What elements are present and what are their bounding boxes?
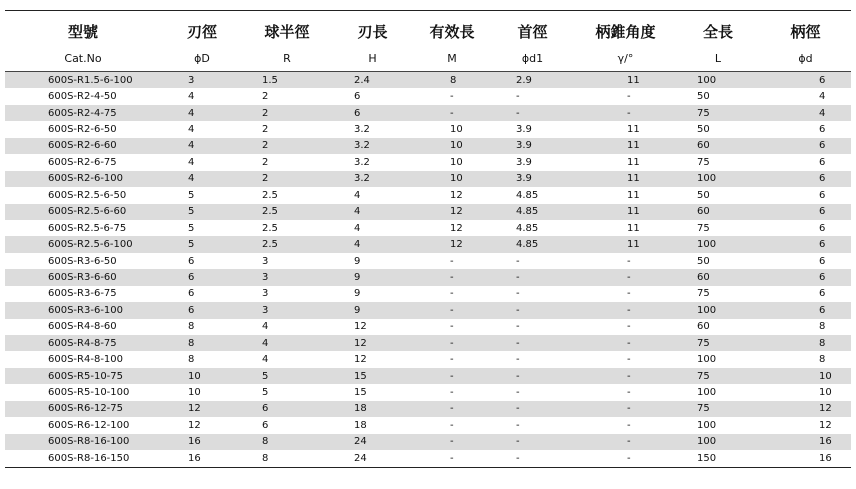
cell-cat-no: 600S-R3-6-75 <box>48 288 117 300</box>
cell-effective-length: 10 <box>450 173 463 185</box>
cell-effective-length: 10 <box>450 124 463 136</box>
cell-shank-taper-angle: 11 <box>627 173 640 185</box>
cell-cat-no: 600S-R2.5-6-75 <box>48 222 127 234</box>
cell-overall-length: 50 <box>697 124 710 136</box>
header-effective-length-zh: 有效長 <box>429 22 475 41</box>
cell-shank-diameter: 6 <box>819 239 826 251</box>
header-shank-taper-angle-zh: 柄錐角度 <box>595 22 656 41</box>
cell-blade-length: 3.2 <box>354 124 370 136</box>
cell-blade-diameter: 8 <box>188 337 195 349</box>
spec-table <box>5 8 851 468</box>
cell-shank-taper-angle: - <box>627 255 631 267</box>
table-row <box>5 401 851 417</box>
cell-ball-radius: 4 <box>262 337 269 349</box>
table-row <box>5 450 851 466</box>
cell-blade-length: 4 <box>354 189 361 201</box>
cell-ball-radius: 3 <box>262 271 269 283</box>
table-row <box>5 72 851 88</box>
header-shank-diameter-en: ϕd <box>798 51 813 65</box>
header-cat-no-zh: 型號 <box>67 22 98 41</box>
cell-overall-length: 75 <box>697 403 710 415</box>
cell-ball-radius: 2 <box>262 140 269 152</box>
cell-blade-length: 3.2 <box>354 140 370 152</box>
cell-ball-radius: 6 <box>262 419 269 431</box>
cell-effective-length: - <box>450 321 454 333</box>
cell-blade-diameter: 8 <box>188 354 195 366</box>
cell-neck-diameter: 4.85 <box>516 189 539 201</box>
cell-shank-taper-angle: - <box>627 321 631 333</box>
cell-overall-length: 100 <box>697 304 717 316</box>
cell-blade-length: 3.2 <box>354 173 370 185</box>
cell-blade-diameter: 4 <box>188 156 195 168</box>
table-row <box>5 319 851 335</box>
table-row <box>5 302 851 318</box>
cell-neck-diameter: - <box>516 288 520 300</box>
cell-blade-diameter: 12 <box>188 403 201 415</box>
cell-ball-radius: 2.5 <box>262 189 278 201</box>
header-effective-length-en: M <box>447 51 457 65</box>
cell-neck-diameter: - <box>516 271 520 283</box>
cell-cat-no: 600S-R2.5-6-100 <box>48 239 133 251</box>
cell-blade-length: 18 <box>354 403 367 415</box>
cell-ball-radius: 6 <box>262 403 269 415</box>
cell-effective-length: 12 <box>450 189 463 201</box>
cell-effective-length: - <box>450 452 454 464</box>
cell-blade-length: 9 <box>354 304 361 316</box>
table-row <box>5 434 851 450</box>
cell-blade-diameter: 4 <box>188 107 195 119</box>
cell-ball-radius: 5 <box>262 370 269 382</box>
cell-neck-diameter: - <box>516 321 520 333</box>
cell-blade-length: 24 <box>354 452 367 464</box>
table-row <box>5 171 851 187</box>
cell-effective-length: - <box>450 107 454 119</box>
table-row <box>5 253 851 269</box>
cell-neck-diameter: 3.9 <box>516 124 532 136</box>
cell-ball-radius: 2 <box>262 124 269 136</box>
cell-shank-taper-angle: - <box>627 370 631 382</box>
cell-cat-no: 600S-R1.5-6-100 <box>48 74 133 86</box>
cell-blade-diameter: 16 <box>188 452 201 464</box>
cell-shank-diameter: 10 <box>819 370 832 382</box>
cell-blade-diameter: 4 <box>188 124 195 136</box>
cell-overall-length: 60 <box>697 140 710 152</box>
cell-effective-length: - <box>450 370 454 382</box>
cell-shank-taper-angle: - <box>627 419 631 431</box>
cell-shank-diameter: 6 <box>819 189 826 201</box>
cell-cat-no: 600S-R4-8-100 <box>48 354 124 366</box>
cell-shank-taper-angle: - <box>627 354 631 366</box>
table-row <box>5 417 851 433</box>
cell-ball-radius: 3 <box>262 288 269 300</box>
cell-blade-length: 4 <box>354 222 361 234</box>
table-row <box>5 154 851 170</box>
cell-neck-diameter: - <box>516 403 520 415</box>
cell-shank-taper-angle: - <box>627 271 631 283</box>
cell-neck-diameter: - <box>516 337 520 349</box>
cell-shank-taper-angle: 11 <box>627 206 640 218</box>
cell-overall-length: 75 <box>697 222 710 234</box>
cell-ball-radius: 2.5 <box>262 206 278 218</box>
table-row <box>5 88 851 104</box>
cell-shank-diameter: 12 <box>819 419 832 431</box>
cell-shank-diameter: 4 <box>819 91 826 103</box>
header-blade-diameter-zh: 刃徑 <box>186 22 217 41</box>
cell-ball-radius: 1.5 <box>262 74 278 86</box>
header-row-chinese <box>5 11 851 45</box>
cell-blade-diameter: 6 <box>188 255 195 267</box>
table-row <box>5 335 851 351</box>
cell-shank-taper-angle: - <box>627 436 631 448</box>
cell-effective-length: 8 <box>450 74 457 86</box>
table-row <box>5 204 851 220</box>
cell-ball-radius: 8 <box>262 436 269 448</box>
cell-effective-length: - <box>450 436 454 448</box>
cell-ball-radius: 5 <box>262 387 269 399</box>
cell-shank-taper-angle: 11 <box>627 222 640 234</box>
cell-cat-no: 600S-R4-8-60 <box>48 321 117 333</box>
cell-shank-diameter: 6 <box>819 255 826 267</box>
cell-blade-diameter: 5 <box>188 222 195 234</box>
cell-cat-no: 600S-R4-8-75 <box>48 337 117 349</box>
table-row <box>5 220 851 236</box>
cell-shank-taper-angle: - <box>627 452 631 464</box>
header-row-english <box>5 45 851 71</box>
cell-overall-length: 60 <box>697 206 710 218</box>
cell-ball-radius: 2 <box>262 91 269 103</box>
cell-cat-no: 600S-R3-6-50 <box>48 255 117 267</box>
cell-effective-length: - <box>450 304 454 316</box>
cell-blade-length: 4 <box>354 206 361 218</box>
cell-cat-no: 600S-R5-10-100 <box>48 387 130 399</box>
cell-neck-diameter: 4.85 <box>516 222 539 234</box>
cell-blade-diameter: 5 <box>188 206 195 218</box>
cell-ball-radius: 2.5 <box>262 239 278 251</box>
header-cat-no-en: Cat.No <box>64 51 102 65</box>
cell-overall-length: 100 <box>697 173 717 185</box>
cell-neck-diameter: 3.9 <box>516 140 532 152</box>
cell-neck-diameter: - <box>516 354 520 366</box>
cell-shank-taper-angle: - <box>627 387 631 399</box>
cell-ball-radius: 3 <box>262 255 269 267</box>
cell-shank-taper-angle: - <box>627 288 631 300</box>
header-shank-diameter-zh: 柄徑 <box>790 22 821 41</box>
cell-blade-length: 4 <box>354 239 361 251</box>
cell-shank-diameter: 8 <box>819 354 826 366</box>
header-blade-diameter-en: ϕD <box>194 51 210 65</box>
cell-ball-radius: 4 <box>262 321 269 333</box>
cell-overall-length: 100 <box>697 387 717 399</box>
cell-shank-diameter: 6 <box>819 271 826 283</box>
cell-effective-length: 10 <box>450 140 463 152</box>
cell-shank-taper-angle: - <box>627 403 631 415</box>
cell-effective-length: - <box>450 255 454 267</box>
cell-cat-no: 600S-R2-6-60 <box>48 140 117 152</box>
cell-neck-diameter: - <box>516 304 520 316</box>
cell-shank-diameter: 6 <box>819 222 826 234</box>
cell-neck-diameter: - <box>516 452 520 464</box>
header-blade-length-en: H <box>368 51 377 65</box>
cell-neck-diameter: 4.85 <box>516 239 539 251</box>
cell-cat-no: 600S-R6-12-100 <box>48 419 130 431</box>
cell-blade-diameter: 4 <box>188 140 195 152</box>
cell-cat-no: 600S-R2-4-75 <box>48 107 117 119</box>
cell-shank-taper-angle: 11 <box>627 140 640 152</box>
cell-neck-diameter: 3.9 <box>516 156 532 168</box>
cell-neck-diameter: 2.9 <box>516 74 532 86</box>
cell-blade-length: 3.2 <box>354 156 370 168</box>
table-body <box>5 72 851 467</box>
cell-neck-diameter: - <box>516 436 520 448</box>
cell-ball-radius: 2.5 <box>262 222 278 234</box>
cell-neck-diameter: 3.9 <box>516 173 532 185</box>
cell-neck-diameter: - <box>516 91 520 103</box>
cell-shank-diameter: 6 <box>819 140 826 152</box>
cell-effective-length: - <box>450 419 454 431</box>
cell-blade-length: 24 <box>354 436 367 448</box>
cell-effective-length: 12 <box>450 222 463 234</box>
header-shank-taper-angle-en: γ/° <box>617 51 634 65</box>
cell-shank-diameter: 8 <box>819 337 826 349</box>
cell-neck-diameter: 4.85 <box>516 206 539 218</box>
cell-blade-length: 15 <box>354 370 367 382</box>
cell-shank-diameter: 6 <box>819 206 826 218</box>
cell-cat-no: 600S-R8-16-100 <box>48 436 130 448</box>
cell-effective-length: 12 <box>450 239 463 251</box>
cell-shank-diameter: 8 <box>819 321 826 333</box>
cell-blade-diameter: 8 <box>188 321 195 333</box>
cell-shank-taper-angle: 11 <box>627 239 640 251</box>
table-row <box>5 368 851 384</box>
cell-shank-taper-angle: 11 <box>627 189 640 201</box>
cell-cat-no: 600S-R3-6-60 <box>48 271 117 283</box>
cell-overall-length: 60 <box>697 271 710 283</box>
cell-cat-no: 600S-R8-16-150 <box>48 452 130 464</box>
table-row <box>5 121 851 137</box>
cell-blade-length: 12 <box>354 354 367 366</box>
cell-shank-taper-angle: - <box>627 337 631 349</box>
cell-shank-diameter: 12 <box>819 403 832 415</box>
cell-shank-diameter: 6 <box>819 173 826 185</box>
cell-effective-length: - <box>450 354 454 366</box>
header-neck-diameter-zh: 首徑 <box>517 22 548 41</box>
cell-blade-length: 6 <box>354 91 361 103</box>
cell-overall-length: 100 <box>697 354 717 366</box>
table-row <box>5 384 851 400</box>
cell-overall-length: 100 <box>697 74 717 86</box>
cell-overall-length: 150 <box>697 452 717 464</box>
cell-cat-no: 600S-R2.5-6-50 <box>48 189 127 201</box>
cell-neck-diameter: - <box>516 370 520 382</box>
cell-cat-no: 600S-R5-10-75 <box>48 370 124 382</box>
cell-blade-diameter: 10 <box>188 370 201 382</box>
cell-blade-diameter: 16 <box>188 436 201 448</box>
cell-blade-diameter: 6 <box>188 304 195 316</box>
cell-effective-length: - <box>450 337 454 349</box>
table-row <box>5 138 851 154</box>
cell-blade-length: 15 <box>354 387 367 399</box>
cell-shank-diameter: 10 <box>819 387 832 399</box>
cell-cat-no: 600S-R6-12-75 <box>48 403 124 415</box>
cell-effective-length: - <box>450 387 454 399</box>
cell-overall-length: 100 <box>697 419 717 431</box>
cell-blade-length: 9 <box>354 288 361 300</box>
cell-overall-length: 75 <box>697 156 710 168</box>
header-overall-length-en: L <box>714 51 722 65</box>
cell-shank-taper-angle: 11 <box>627 74 640 86</box>
cell-overall-length: 50 <box>697 255 710 267</box>
cell-blade-length: 2.4 <box>354 74 370 86</box>
table-row <box>5 269 851 285</box>
cell-overall-length: 60 <box>697 321 710 333</box>
cell-effective-length: - <box>450 271 454 283</box>
cell-effective-length: 10 <box>450 156 463 168</box>
cell-blade-length: 12 <box>354 321 367 333</box>
cell-blade-diameter: 6 <box>188 288 195 300</box>
cell-effective-length: 12 <box>450 206 463 218</box>
cell-overall-length: 75 <box>697 370 710 382</box>
cell-ball-radius: 2 <box>262 173 269 185</box>
cell-ball-radius: 2 <box>262 107 269 119</box>
cell-cat-no: 600S-R2-6-75 <box>48 156 117 168</box>
cell-blade-length: 6 <box>354 107 361 119</box>
cell-blade-diameter: 5 <box>188 239 195 251</box>
cell-blade-length: 12 <box>354 337 367 349</box>
cell-blade-length: 9 <box>354 271 361 283</box>
cell-ball-radius: 8 <box>262 452 269 464</box>
cell-blade-diameter: 4 <box>188 91 195 103</box>
table-bottom-rule <box>5 467 851 468</box>
cell-blade-diameter: 5 <box>188 189 195 201</box>
cell-shank-diameter: 16 <box>819 452 832 464</box>
cell-blade-diameter: 3 <box>188 74 195 86</box>
cell-overall-length: 100 <box>697 436 717 448</box>
cell-shank-diameter: 6 <box>819 288 826 300</box>
cell-overall-length: 50 <box>697 189 710 201</box>
header-neck-diameter-en: ϕd1 <box>521 51 544 65</box>
header-overall-length-zh: 全長 <box>702 22 733 41</box>
table-row <box>5 105 851 121</box>
cell-overall-length: 75 <box>697 107 710 119</box>
cell-overall-length: 50 <box>697 91 710 103</box>
cell-shank-diameter: 16 <box>819 436 832 448</box>
cell-shank-diameter: 4 <box>819 107 826 119</box>
cell-neck-diameter: - <box>516 387 520 399</box>
header-blade-length-zh: 刃長 <box>357 22 388 41</box>
cell-effective-length: - <box>450 288 454 300</box>
cell-overall-length: 75 <box>697 337 710 349</box>
cell-effective-length: - <box>450 91 454 103</box>
table-row <box>5 351 851 367</box>
cell-ball-radius: 4 <box>262 354 269 366</box>
cell-shank-taper-angle: 11 <box>627 124 640 136</box>
cell-cat-no: 600S-R3-6-100 <box>48 304 124 316</box>
cell-ball-radius: 3 <box>262 304 269 316</box>
cell-neck-diameter: - <box>516 419 520 431</box>
cell-shank-diameter: 6 <box>819 124 826 136</box>
cell-overall-length: 100 <box>697 239 717 251</box>
table-row <box>5 236 851 252</box>
cell-blade-length: 18 <box>354 419 367 431</box>
cell-cat-no: 600S-R2.5-6-60 <box>48 206 127 218</box>
cell-blade-diameter: 10 <box>188 387 201 399</box>
cell-neck-diameter: - <box>516 107 520 119</box>
cell-overall-length: 75 <box>697 288 710 300</box>
cell-cat-no: 600S-R2-4-50 <box>48 91 117 103</box>
cell-blade-diameter: 6 <box>188 271 195 283</box>
cell-cat-no: 600S-R2-6-100 <box>48 173 124 185</box>
cell-shank-taper-angle: - <box>627 304 631 316</box>
cell-ball-radius: 2 <box>262 156 269 168</box>
cell-shank-taper-angle: 11 <box>627 156 640 168</box>
table-row <box>5 286 851 302</box>
header-ball-radius-en: R <box>283 51 291 65</box>
cell-blade-length: 9 <box>354 255 361 267</box>
cell-blade-diameter: 12 <box>188 419 201 431</box>
cell-shank-diameter: 6 <box>819 304 826 316</box>
header-ball-radius-zh: 球半徑 <box>264 22 310 41</box>
cell-blade-diameter: 4 <box>188 173 195 185</box>
cell-neck-diameter: - <box>516 255 520 267</box>
cell-shank-diameter: 6 <box>819 156 826 168</box>
cell-effective-length: - <box>450 403 454 415</box>
cell-shank-taper-angle: - <box>627 91 631 103</box>
cell-cat-no: 600S-R2-6-50 <box>48 124 117 136</box>
cell-shank-diameter: 6 <box>819 74 826 86</box>
cell-shank-taper-angle: - <box>627 107 631 119</box>
table-row <box>5 187 851 203</box>
